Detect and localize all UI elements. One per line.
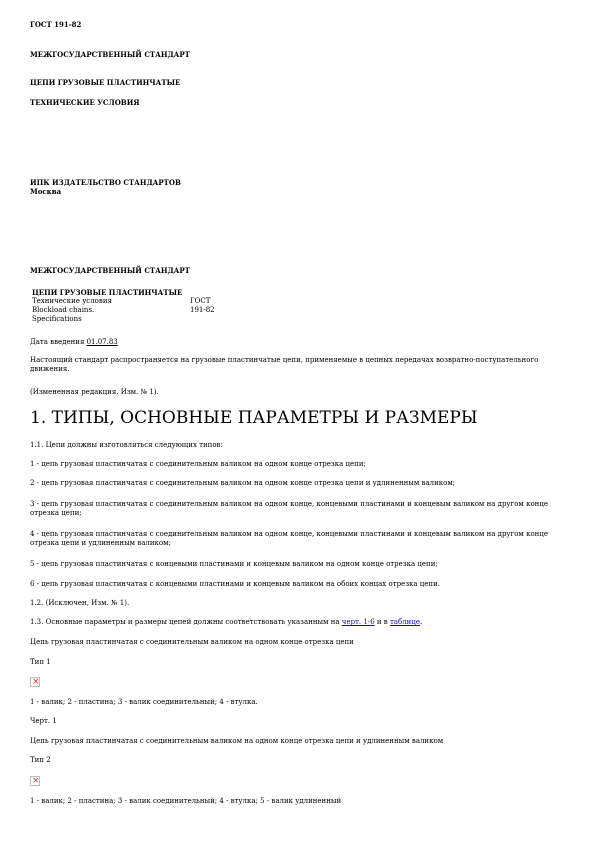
standard-line: МЕЖГОСУДАРСТВЕННЫЙ СТАНДАРТ [30, 50, 190, 59]
type-2-label: Тип 2 [30, 756, 51, 764]
edition-note: (Измененная редакция, Изм. № 1). [30, 388, 159, 396]
intro-paragraph: Настоящий стандарт распространяется на грузовые пластинчатые цепи, применяемые в цепных передачах возвратно-поступательного движения. [30, 356, 539, 373]
publisher-line-1: ИПК ИЗДАТЕЛЬСТВО СТАНДАРТОВ [30, 178, 181, 187]
meta-title: ЦЕПИ ГРУЗОВЫЕ ПЛАСТИНЧАТЫЕ [32, 288, 183, 297]
figures-link[interactable]: черт. 1-6 [341, 618, 375, 626]
para-1-3-mid: и в [374, 618, 390, 626]
type-3-text: 3 - цепь грузовая пластинчатая с соединительным валиком на одном конце, концевыми пластинами и концевым валиком на другом конце отрезка цепи; [30, 500, 548, 517]
legend-1: 1 - валик; 2 - пластина; 3 - валик соединительный; 4 - втулка. [30, 698, 258, 706]
introduction-date [30, 338, 118, 347]
para-1-3-prefix: 1.3. Основные параметры и размеры цепей должны соответствовать указанным на [30, 618, 342, 626]
broken-image-icon [30, 776, 40, 786]
type-5-text: 5 - цепь грузовая пластинчатая с концевыми пластинами и концевым валиком на одном конце отрезка цепи; [30, 560, 438, 568]
doc-header: ГОСТ 191-82 [30, 20, 82, 29]
type-6-text: 6 - цепь грузовая пластинчатая с концевыми пластинами и концевым валиком на обоих концах отрезка цепи. [30, 580, 440, 588]
title-line-1: ЦЕПИ ГРУЗОВЫЕ ПЛАСТИНЧАТЫЕ [30, 78, 181, 87]
date-value: 01.07.83 [86, 338, 118, 346]
publisher-line-2: Москва [30, 187, 62, 196]
broken-image-icon [30, 677, 40, 687]
chain-1-caption: Цепь грузовая пластинчатая с соединительным валиком на одном конце отрезка цепи [30, 638, 354, 646]
meta-right-1: ГОСТ [190, 297, 211, 305]
chain-2-caption: Цепь грузовая пластинчатая с соединительным валиком на одном конце отрезка цепи и удлиненным валиком [30, 737, 444, 745]
para-1-3 [30, 618, 422, 627]
meta-right-2: 191-82 [190, 306, 215, 314]
para-1-2: 1.2. (Исключен, Изм. № 1). [30, 599, 130, 607]
section-title: 1. ТИПЫ, ОСНОВНЫЕ ПАРАМЕТРЫ И РАЗМЕРЫ [30, 408, 478, 428]
meta-right-3 [190, 315, 240, 323]
type-4-text: 4 - цепь грузовая пластинчатая с соединительным валиком на одном конце, концевыми пластинами и концевым валиком на другом конце отрезка цепи и удлиненным валиком; [30, 530, 548, 547]
title-line-2: ТЕХНИЧЕСКИЕ УСЛОВИЯ [30, 98, 140, 107]
meta-left-2: Blockload chains. [32, 306, 95, 314]
meta-left-1: Технические условия [32, 297, 112, 305]
table-link[interactable]: таблице [389, 618, 420, 626]
date-prefix: Дата введения [30, 338, 87, 346]
type-1-label: Тип 1 [30, 658, 51, 666]
legend-2: 1 - валик; 2 - пластина; 3 - валик соединительный; 4 - втулка; 5 - валик удлиненный [30, 797, 342, 805]
para-1-3-suffix: . [419, 618, 423, 626]
figure-1-label: Черт. 1 [30, 717, 57, 725]
para-1-1: 1.1. Цепи должны изготовляться следующих типов: [30, 441, 223, 449]
meta-table [32, 297, 240, 323]
meta-left-3: Specifications [32, 315, 82, 323]
type-2-text: 2 - цепь грузовая пластинчатая с соединительным валиком на одном конце отрезка цепи и удлиненным валиком; [30, 479, 456, 487]
standard-line-2: МЕЖГОСУДАРСТВЕННЫЙ СТАНДАРТ [30, 266, 190, 275]
type-1-text: 1 - цепь грузовая пластинчатая с соединительным валиком на одном конце отрезка цепи; [30, 460, 366, 468]
